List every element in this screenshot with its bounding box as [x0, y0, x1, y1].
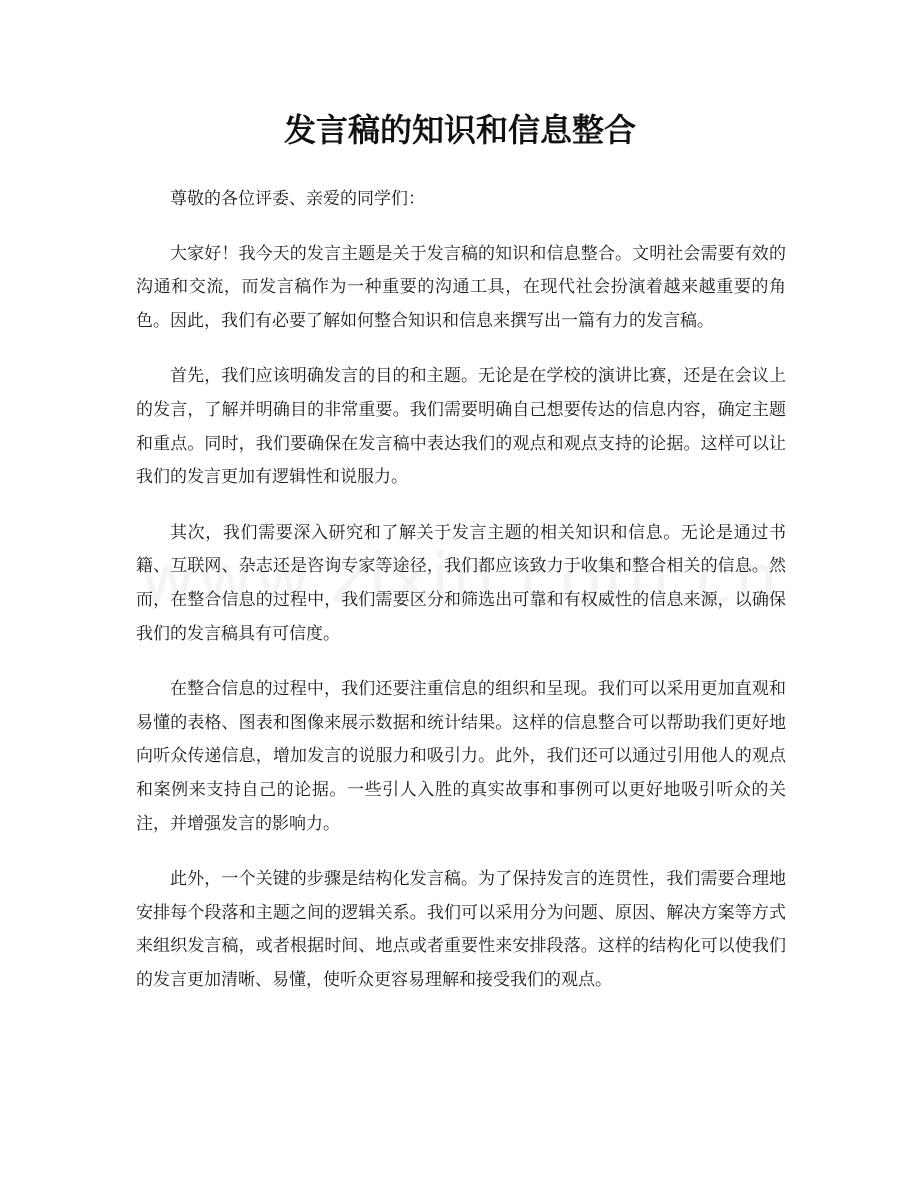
salutation: 尊敬的各位评委、亲爱的同学们： — [170, 189, 425, 209]
paragraph-4: 在整合信息的过程中，我们还要注重信息的组织和呈现。我们可以采用更加直观和易懂的表格、图表和图像来展示数据和统计结果。这样的信息整合可以帮助我们更好地向听众传递信息，增加发言的说服力和吸引力。此外，我们还可以通过引用他人的观点和案例来支持自己的论据。一些引人入胜的真实故事和事例可以更好地吸引听众的关注，并增强发言的影响力。 — [136, 679, 786, 834]
paragraph-5: 此外，一个关键的步骤是结构化发言稿。为了保持发言的连贯性，我们需要合理地安排每个段落和主题之间的逻辑关系。我们可以采用分为问题、原因、解决方案等方式来组织发言稿，或者根据时间、地点或者重要性来安排段落。这样的结构化可以使我们的发言更加清晰、易懂，使听众更容易理解和接受我们的观点。 — [136, 869, 786, 990]
paragraph-1: 大家好！我今天的发言主题是关于发言稿的知识和信息整合。文明社会需要有效的沟通和交流，而发言稿作为一种重要的沟通工具，在现代社会扮演着越来越重要的角色。因此，我们有必要了解如何整合知识和信息来撰写出一篇有力的发言稿。 — [136, 243, 786, 331]
page-title: 发言稿的知识和信息整合 — [283, 111, 636, 149]
paragraph-3: 其次，我们需要深入研究和了解关于发言主题的相关知识和信息。无论是通过书籍、互联网、杂志还是咨询专家等途径，我们都应该致力于收集和整合相关的信息。然而，在整合信息的过程中，我们需要区分和筛选出可靠和有权威性的信息来源，以确保我们的发言稿具有可信度。 — [136, 522, 786, 644]
document-body — [136, 183, 786, 1019]
paragraph-2: 首先，我们应该明确发言的目的和主题。无论是在学校的演讲比赛，还是在会议上的发言，了解并明确目的非常重要。我们需要明确自己想要传达的信息内容，确定主题和重点。同时，我们要确保在发言稿中表达我们的观点和观点支持的论据。这样可以让我们的发言更加有逻辑性和说服力。 — [136, 366, 786, 488]
